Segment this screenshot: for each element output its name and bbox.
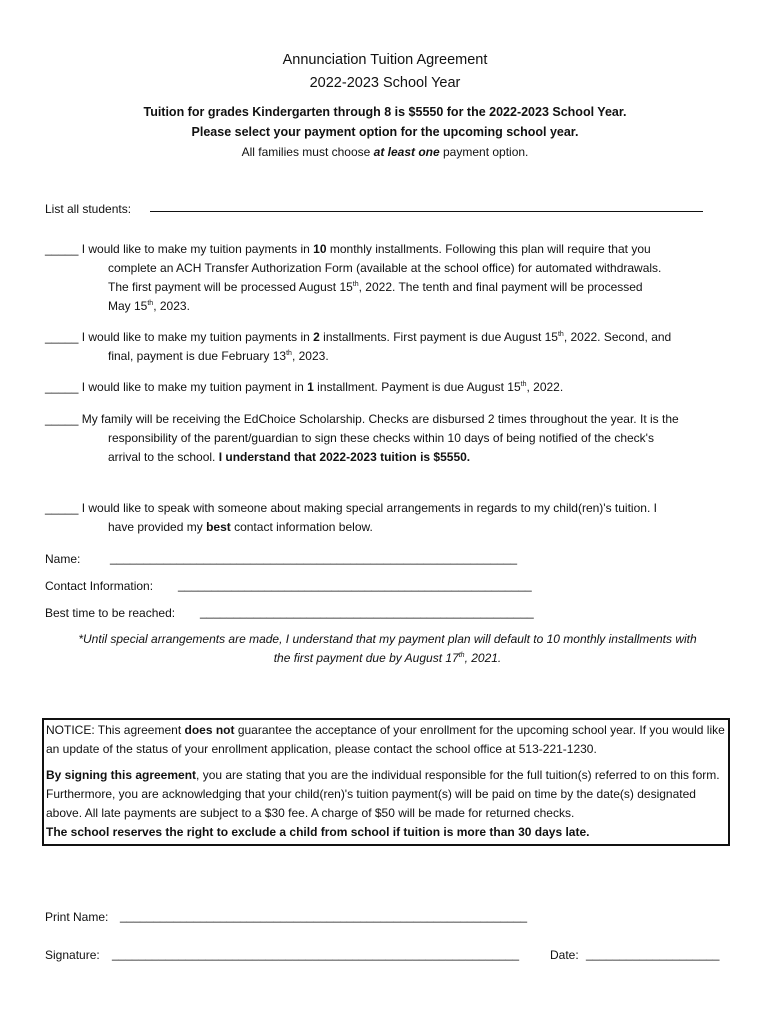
option-one-checkbox-blank[interactable]: _____ bbox=[45, 380, 79, 394]
choose-instruction: All families must choose at least one payment option. bbox=[241, 145, 529, 159]
signing-terms-paragraph: By signing this agreement, you are stating that you are the individual responsible for the full tuition(s) referred to on this form. Furthermore, you are acknowledging that your child(ren)'s tuition payment(s) will be paid on time by the date(s) designated above. All late payments are subject to a $30 fee. A charge of $50 will be made for returned checks. The school reserves the right to exclude a child from school if tuition is more than 30 days late. bbox=[46, 768, 720, 839]
print-name-label: Print Name: bbox=[45, 910, 109, 924]
tuition-statement: Tuition for grades Kindergarten through 8 is $5550 for the 2022-2023 School Year. bbox=[143, 105, 627, 119]
best-time-field[interactable]: __________________________________________________ bbox=[200, 605, 534, 619]
option-special-arrangements: _____ I would like to speak with someone about making special arrangements in regards to my child(ren)'s tuition. I have provided my best contact information below. bbox=[45, 501, 657, 534]
option-edchoice-scholarship: _____ My family will be receiving the EdChoice Scholarship. Checks are disbursed 2 times throughout the year. It is the responsibility of the parent/guardian to sign these checks within 10 days of being notified of the check's arrival to the school. I understand that 2022-2023 tuition is $5550. bbox=[45, 412, 679, 464]
students-label: List all students: bbox=[45, 202, 132, 216]
option-ten-checkbox-blank[interactable]: _____ bbox=[45, 242, 79, 256]
contact-info-label: Contact Information: bbox=[45, 579, 154, 593]
option-two-installments: _____ I would like to make my tuition payments in 2 installments. First payment is due August 15th, 2022. Second, and final, payment is due February 13th, 2023. bbox=[45, 330, 672, 363]
default-plan-note: *Until special arrangements are made, I understand that my payment plan will default to 10 monthly installments with the first payment due by August 17th, 2021. bbox=[78, 632, 697, 665]
name-field[interactable]: _____________________________________________________________ bbox=[110, 551, 518, 565]
print-name-field[interactable]: _____________________________________________________________ bbox=[120, 909, 528, 923]
contact-info-field[interactable]: _____________________________________________________ bbox=[178, 578, 532, 592]
signature-field[interactable]: _____________________________________________________________ bbox=[112, 947, 520, 961]
best-time-label: Best time to be reached: bbox=[45, 606, 176, 620]
school-year-title: 2022-2023 School Year bbox=[309, 75, 461, 91]
option-two-checkbox-blank[interactable]: _____ bbox=[45, 330, 79, 344]
date-field[interactable]: ____________________ bbox=[586, 947, 720, 961]
signature-label: Signature: bbox=[45, 948, 100, 962]
notice-box bbox=[42, 718, 730, 846]
select-option-instruction: Please select your payment option for the upcoming school year. bbox=[191, 125, 579, 139]
option-edchoice-checkbox-blank[interactable]: _____ bbox=[45, 412, 79, 426]
notice-paragraph: NOTICE: This agreement does not guarantee the acceptance of your enrollment for the upcoming school year. If you would like an update of the status of your enrollment application, please contact the school office at 513-221-1230. bbox=[46, 723, 725, 756]
date-label: Date: bbox=[550, 948, 579, 962]
option-one-installment: _____ I would like to make my tuition payment in 1 installment. Payment is due August 15th, 2022. bbox=[45, 380, 564, 394]
document-title: Annunciation Tuition Agreement bbox=[282, 52, 488, 68]
option-ten-installments: _____ I would like to make my tuition payments in 10 monthly installments. Following this plan will require that you complete an ACH Transfer Authorization Form (available at the school office) for automated withdrawals. The first payment will be processed August 15th, 2022. The tenth and final payment will be processed May 15th, 2023. bbox=[45, 242, 662, 313]
students-field[interactable] bbox=[150, 211, 703, 212]
option-special-checkbox-blank[interactable]: _____ bbox=[45, 501, 79, 515]
name-label: Name: bbox=[45, 552, 81, 566]
